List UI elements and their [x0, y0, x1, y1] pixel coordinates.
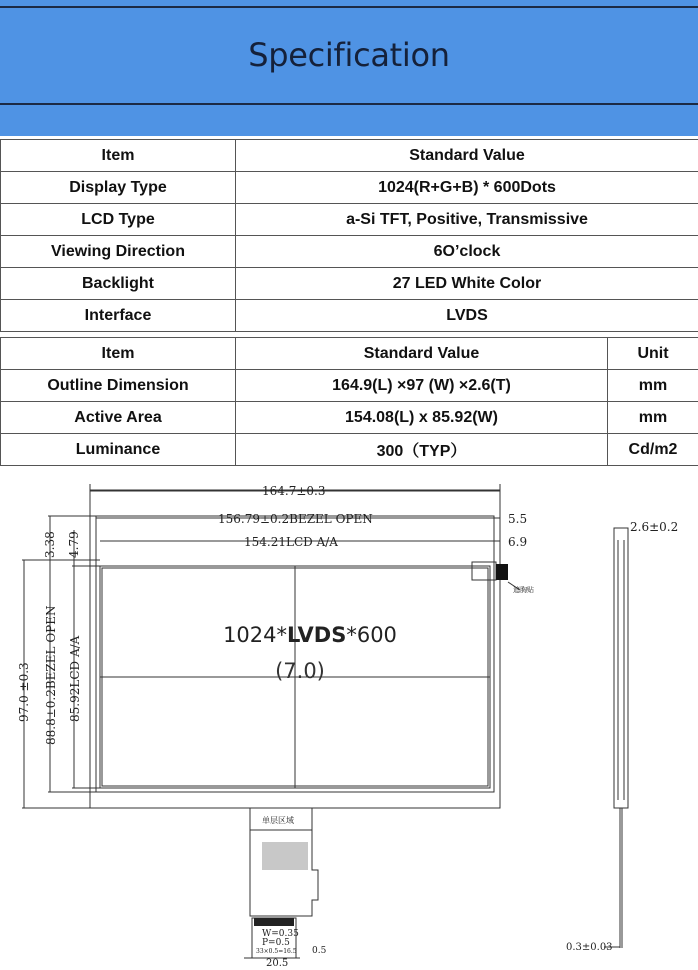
- value-cell: 164.9(L) ×97 (W) ×2.6(T): [236, 370, 608, 402]
- value-cell: 27 LED White Color: [236, 268, 698, 300]
- side-view-body: [614, 528, 628, 808]
- fpc-small-dim: 33×0.5=16.5: [256, 948, 297, 955]
- fpc-total-dim: 20.5: [266, 958, 289, 969]
- header-cell-standard-value: Standard Value: [236, 338, 608, 370]
- dim-bezel-width: 156.79±0.2BEZEL OPEN: [218, 512, 373, 526]
- banner-top-rule: [0, 6, 698, 8]
- unit-cell: mm: [608, 370, 698, 402]
- dim-outline-width: 164.7±0.3: [262, 484, 326, 498]
- value-cell: 154.08(L) x 85.92(W): [236, 402, 608, 434]
- dim-top-338: 3.38: [43, 531, 57, 558]
- item-cell: Display Type: [1, 172, 236, 204]
- dim-aa-width: 154.21LCD A/A: [244, 535, 338, 549]
- value-cell: LVDS: [236, 300, 698, 332]
- fpc-tail-dim: 0.5: [312, 946, 327, 956]
- header-cell-standard-value: Standard Value: [236, 140, 698, 172]
- tape-marker: [496, 564, 508, 580]
- table-row: [1, 172, 698, 204]
- general-spec-table: [0, 139, 698, 332]
- side-thickness-dim: 2.6±0.2: [630, 520, 679, 534]
- header-banner: [0, 0, 698, 136]
- item-cell: Backlight: [1, 268, 236, 300]
- item-cell: Outline Dimension: [1, 370, 236, 402]
- unit-cell: mm: [608, 402, 698, 434]
- fpc-p-dim: P=0.5: [262, 938, 290, 948]
- table-row: [1, 236, 698, 268]
- fpc-component-area: [262, 842, 308, 870]
- fpc-label: 单层区域: [262, 816, 294, 825]
- mechanical-drawing: [0, 470, 698, 970]
- outline-geometry: [22, 484, 628, 958]
- value-cell: 300（TYP）: [236, 434, 608, 466]
- item-cell: Luminance: [1, 434, 236, 466]
- center-resolution-label: 1024*LVDS*600: [223, 623, 397, 647]
- item-cell: Viewing Direction: [1, 236, 236, 268]
- dim-top-479: 4.79: [67, 531, 81, 558]
- side-bottom-dim: 0.3±0.03: [566, 942, 613, 953]
- fpc-w-dim: W=0.35: [262, 929, 299, 939]
- table-row: [1, 268, 698, 300]
- header-cell-unit: Unit: [608, 338, 698, 370]
- dimension-spec-table: [0, 337, 698, 466]
- tape-label: 遮胸贴: [513, 586, 534, 594]
- dim-outline-height: 97.0 ±0.3: [17, 662, 31, 722]
- dim-aa-height: 85.92LCD A/A: [68, 635, 82, 722]
- table-row: [1, 434, 698, 466]
- table-row: [1, 300, 698, 332]
- value-cell: 6O’clock: [236, 236, 698, 268]
- table-row: [1, 370, 698, 402]
- header-cell-item: Item: [1, 338, 236, 370]
- banner-bottom-rule: [0, 103, 698, 105]
- table-header-row: [1, 140, 698, 172]
- value-cell: 1024(R+G+B) * 600Dots: [236, 172, 698, 204]
- header-cell-item: Item: [1, 140, 236, 172]
- page-title: Specification: [248, 36, 450, 74]
- dim-right-aa: 6.9: [508, 535, 528, 549]
- dim-right-bezel: 5.5: [508, 512, 528, 526]
- dim-bezel-height: 88.8±0.2BEZEL OPEN: [44, 605, 58, 745]
- center-size-label: (7.0): [275, 659, 325, 683]
- item-cell: LCD Type: [1, 204, 236, 236]
- item-cell: Interface: [1, 300, 236, 332]
- item-cell: Active Area: [1, 402, 236, 434]
- value-cell: a-Si TFT, Positive, Transmissive: [236, 204, 698, 236]
- table-row: [1, 204, 698, 236]
- table-row: [1, 402, 698, 434]
- tape-outline: [472, 562, 496, 580]
- unit-cell: Cd/m2: [608, 434, 698, 466]
- table-header-row: [1, 338, 698, 370]
- connector-pins: [254, 918, 294, 926]
